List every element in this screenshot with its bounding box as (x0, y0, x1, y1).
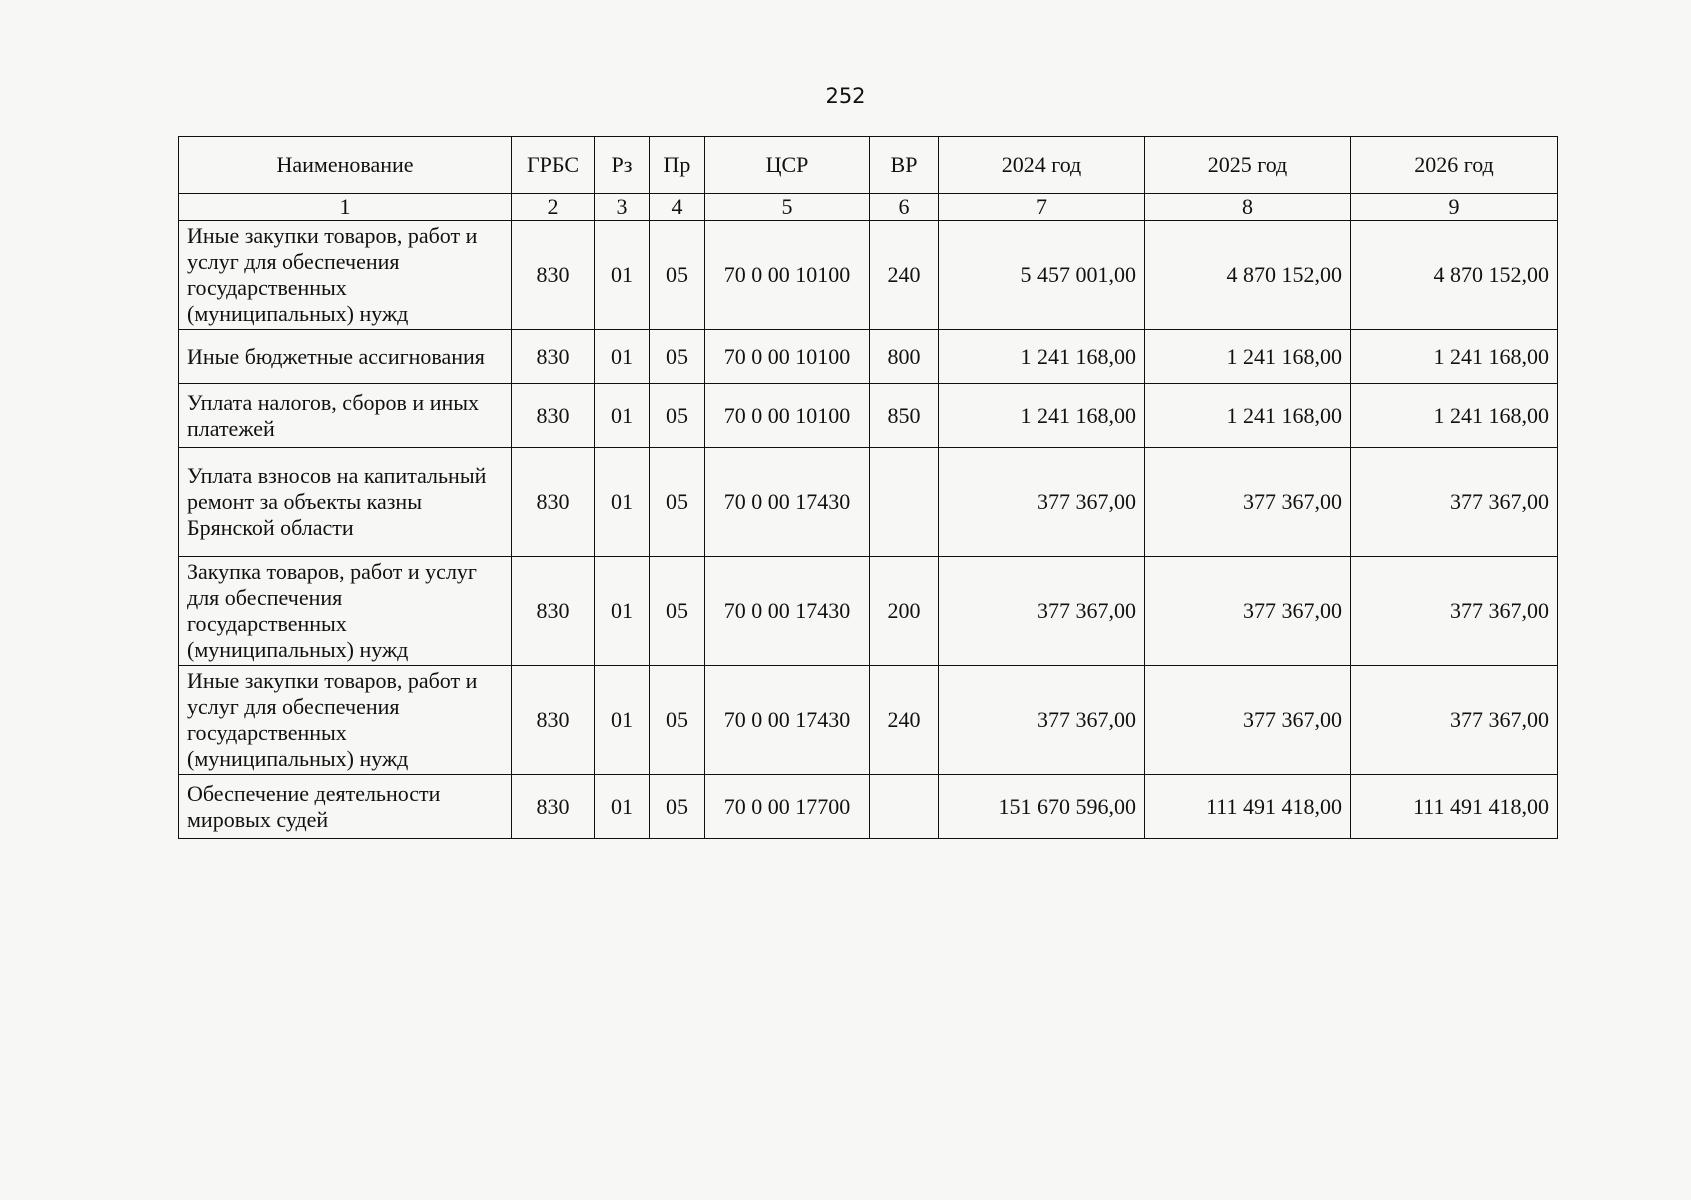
cell-name: Обеспечение деятельности мировых судей (179, 775, 512, 839)
cell-2025: 4 870 152,00 (1145, 221, 1351, 330)
header-csr: ЦСР (705, 137, 870, 194)
cell-vr (870, 448, 939, 557)
table-row (179, 330, 1558, 384)
header-2024: 2024 год (939, 137, 1145, 194)
cell-name: Иные закупки товаров, работ и услуг для обеспечения государственных (муниципальных) нужд (179, 666, 512, 775)
cell-vr: 850 (870, 384, 939, 448)
cell-2024: 377 367,00 (939, 557, 1145, 666)
cell-pr: 05 (650, 557, 705, 666)
cell-grbs: 830 (512, 330, 595, 384)
cell-2026: 377 367,00 (1351, 557, 1558, 666)
cell-vr: 800 (870, 330, 939, 384)
header-pr: Пр (650, 137, 705, 194)
table-row (179, 666, 1558, 775)
cell-2024: 1 241 168,00 (939, 384, 1145, 448)
column-number: 3 (595, 194, 650, 221)
cell-csr: 70 0 00 17700 (705, 775, 870, 839)
column-number: 4 (650, 194, 705, 221)
header-2025: 2025 год (1145, 137, 1351, 194)
header-vr: ВР (870, 137, 939, 194)
cell-2025: 377 367,00 (1145, 557, 1351, 666)
column-number: 6 (870, 194, 939, 221)
cell-2024: 5 457 001,00 (939, 221, 1145, 330)
cell-2026: 4 870 152,00 (1351, 221, 1558, 330)
cell-grbs: 830 (512, 448, 595, 557)
cell-name: Уплата налогов, сборов и иных платежей (179, 384, 512, 448)
header-rz: Рз (595, 137, 650, 194)
cell-grbs: 830 (512, 666, 595, 775)
cell-2025: 377 367,00 (1145, 666, 1351, 775)
cell-2026: 1 241 168,00 (1351, 330, 1558, 384)
cell-2026: 377 367,00 (1351, 666, 1558, 775)
column-number: 8 (1145, 194, 1351, 221)
cell-grbs: 830 (512, 384, 595, 448)
column-number: 2 (512, 194, 595, 221)
cell-2026: 377 367,00 (1351, 448, 1558, 557)
cell-rz: 01 (595, 384, 650, 448)
cell-csr: 70 0 00 10100 (705, 330, 870, 384)
cell-csr: 70 0 00 10100 (705, 221, 870, 330)
cell-grbs: 830 (512, 221, 595, 330)
cell-rz: 01 (595, 666, 650, 775)
header-row (179, 137, 1558, 194)
table-row (179, 448, 1558, 557)
budget-table (178, 136, 1558, 839)
cell-2026: 111 491 418,00 (1351, 775, 1558, 839)
cell-2024: 377 367,00 (939, 448, 1145, 557)
cell-csr: 70 0 00 17430 (705, 448, 870, 557)
column-number: 7 (939, 194, 1145, 221)
cell-vr: 240 (870, 221, 939, 330)
cell-pr: 05 (650, 666, 705, 775)
cell-rz: 01 (595, 221, 650, 330)
table-row (179, 221, 1558, 330)
cell-rz: 01 (595, 557, 650, 666)
cell-rz: 01 (595, 448, 650, 557)
cell-vr: 200 (870, 557, 939, 666)
page-number: 252 (825, 84, 866, 108)
cell-2024: 1 241 168,00 (939, 330, 1145, 384)
cell-vr (870, 775, 939, 839)
header-grbs: ГРБС (512, 137, 595, 194)
cell-rz: 01 (595, 330, 650, 384)
cell-name: Уплата взносов на капитальный ремонт за объекты казны Брянской области (179, 448, 512, 557)
cell-2025: 111 491 418,00 (1145, 775, 1351, 839)
header-2026: 2026 год (1351, 137, 1558, 194)
cell-pr: 05 (650, 221, 705, 330)
cell-rz: 01 (595, 775, 650, 839)
table-row (179, 775, 1558, 839)
column-number: 9 (1351, 194, 1558, 221)
cell-grbs: 830 (512, 557, 595, 666)
cell-name: Иные бюджетные ассигнования (179, 330, 512, 384)
column-number: 1 (179, 194, 512, 221)
cell-name: Иные закупки товаров, работ и услуг для обеспечения государственных (муниципальных) нужд (179, 221, 512, 330)
cell-2025: 1 241 168,00 (1145, 330, 1351, 384)
header-name: Наименование (179, 137, 512, 194)
cell-csr: 70 0 00 10100 (705, 384, 870, 448)
cell-2024: 377 367,00 (939, 666, 1145, 775)
cell-grbs: 830 (512, 775, 595, 839)
cell-name: Закупка товаров, работ и услуг для обеспечения государственных (муниципальных) нужд (179, 557, 512, 666)
cell-vr: 240 (870, 666, 939, 775)
cell-2026: 1 241 168,00 (1351, 384, 1558, 448)
cell-pr: 05 (650, 775, 705, 839)
cell-2025: 377 367,00 (1145, 448, 1351, 557)
cell-pr: 05 (650, 384, 705, 448)
column-number: 5 (705, 194, 870, 221)
cell-pr: 05 (650, 448, 705, 557)
table-row (179, 384, 1558, 448)
cell-2024: 151 670 596,00 (939, 775, 1145, 839)
cell-2025: 1 241 168,00 (1145, 384, 1351, 448)
cell-csr: 70 0 00 17430 (705, 557, 870, 666)
column-number-row (179, 194, 1558, 221)
table-row (179, 557, 1558, 666)
cell-csr: 70 0 00 17430 (705, 666, 870, 775)
cell-pr: 05 (650, 330, 705, 384)
